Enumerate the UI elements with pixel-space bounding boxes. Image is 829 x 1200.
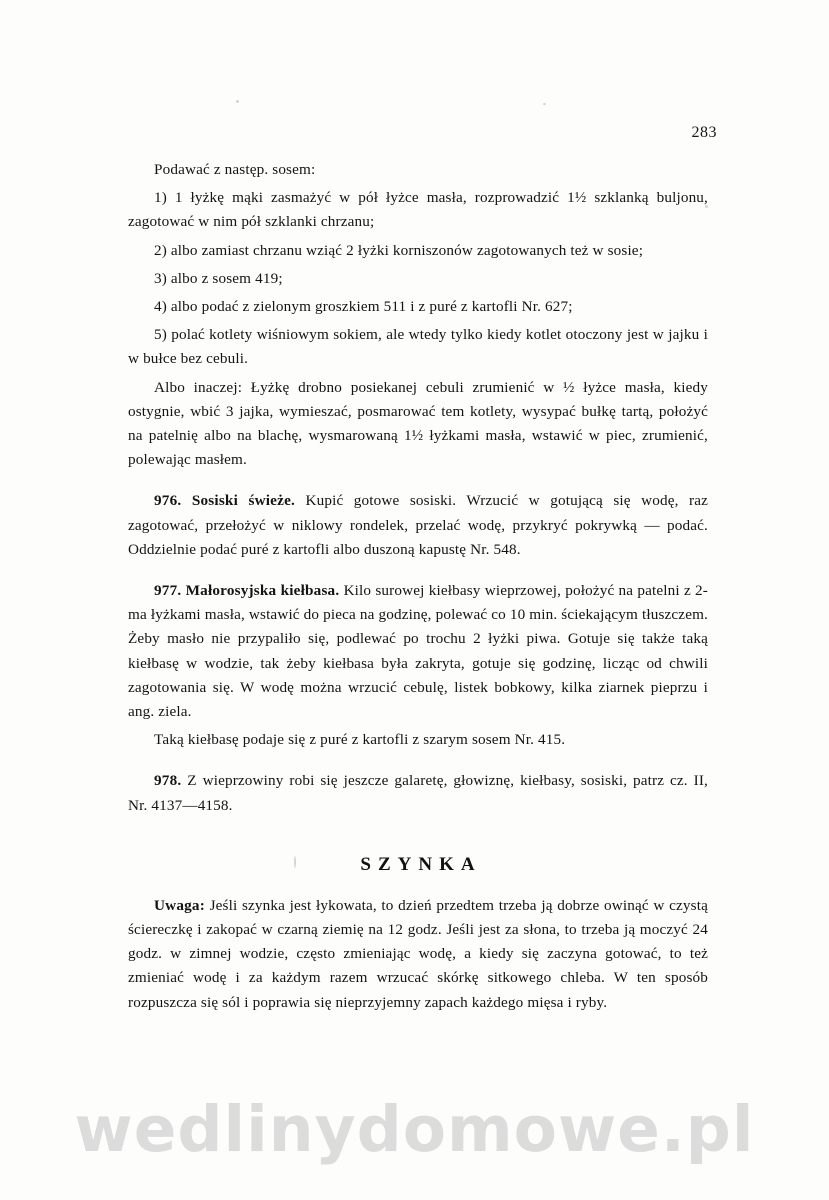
recipe-text-977: Kilo surowej kiełbasy wieprzowej, położyć na patelni z 2-ma łyżkami masła, wstawić do pieca na godzinę, polewać co 10 min. ściekającym tłuszczem. Żeby masło nie przypaliło się, podlewać po trochu 2 łyżki piwa. Gotuje się także taką kiełbasę w wodzie, tak żeby kiełbasa była zakryta, gotuje się godzinę, licząc od chwili zagotowania się. W wodę można wrzucić cebulę, listek bobkowy, kilka ziarnek pieprzu i ang. ziela. <box>128 582 709 721</box>
recipe-text-976: Kupić gotowe sosiski. Wrzucić w gotującą się wodę, raz zagotować, przełożyć w niklowy rondelek, przelać wodę, przykryć pokrywką — podać. Oddzielnie podać puré z kartofli albo duszoną kapustę Nr. 548. <box>128 492 708 558</box>
page-speck <box>236 100 239 103</box>
recipe-title-977: Małorosyjska kiełbasa. <box>185 582 340 600</box>
paragraph-serving-977: Taką kiełbasę podaje się z puré z kartofli z szarym sosem Nr. 415. <box>154 731 566 749</box>
recipe-number-976: 976. <box>154 492 182 510</box>
paragraph-item-3: 3) albo z sosem 419; <box>154 269 283 287</box>
page-speck <box>543 103 546 105</box>
recipe-text-978: Z wieprzowiny robi się jeszcze galaretę, głowiznę, kiełbasy, sosiski, patrz cz. II, Nr. 4137—4158. <box>128 772 708 814</box>
paragraph-item-2: 2) albo zamiast chrzanu wziąć 2 łyżki korniszonów zagotowanych też w sosie; <box>154 241 644 259</box>
page-number: 283 <box>691 124 717 141</box>
recipe-entry-978 <box>128 769 708 817</box>
paragraph-albo-inaczej: Albo inaczej: Łyżkę drobno posiekanej cebuli zrumienić w ½ łyżce masła, kiedy ostygnie, wbić 3 jajka, wymieszać, posmarować tem kotlety, wysypać bułkę tartą, położyć na patelnię albo na blachę, wysmarowaną 1½ łyżkami masła, wstawić w piec, zrumienić, polewając masłem. <box>128 378 708 469</box>
note-text: Jeśli szynka jest łykowata, to dzień przedtem trzeba ją dobrze owinąć w czystą ściereczkę i zakopać w czarną ziemię na 12 godz. Jeśli jest za słona, to trzeba ją moczyć 24 godz. w zimnej wodzie, często zmieniając wodę, a kiedy się zaczyna gotować, to też zmieniać wodę i za każdym razem wrzucać skórkę sitkowego chleba. W ten sposób rozpuszcza się sól i poprawia się nieprzyjemny zapach każdego mięsa i ryby. <box>128 896 708 1011</box>
section-heading-szynka: SZYNKA <box>360 853 482 875</box>
recipe-number-977: 977. <box>154 582 182 600</box>
recipe-entry-976 <box>128 489 708 562</box>
paragraph-item-4: 4) albo podać z zielonym groszkiem 511 i z puré z kartofli Nr. 627; <box>154 298 573 316</box>
note-uwaga <box>128 894 708 1015</box>
page-content <box>128 158 708 1016</box>
paragraph-item-5: 5) polać kotlety wiśniowym sokiem, ale wtedy tylko kiedy kotlet otoczony jest w jajku i w bułce bez cebuli. <box>128 326 708 368</box>
watermark: wedlinydomowe.pl <box>74 1093 755 1166</box>
recipe-number-978: 978. <box>154 772 182 790</box>
recipe-entry-977 <box>128 579 708 724</box>
recipe-title-976: Sosiski świeże. <box>191 492 296 510</box>
paragraph-podawac: Podawać z nastęр. sosem: <box>154 161 316 178</box>
paragraph-item-1: 1) 1 łyżkę mąki zasmażyć w pół łyżce masła, rozprowadzić 1½ szklanką buljonu, zagotować w nim pół szklanki chrzanu; <box>128 189 708 231</box>
note-label: Uwaga: <box>154 896 205 914</box>
